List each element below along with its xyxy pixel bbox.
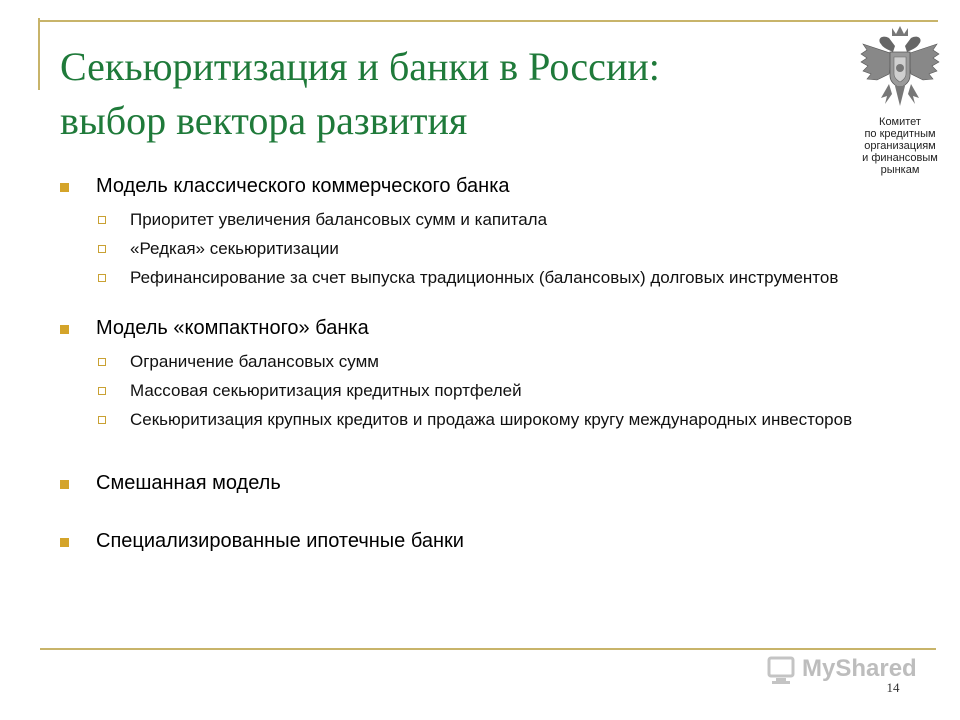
title-line-1: Секьюритизация и банки в России:: [60, 44, 660, 89]
hollow-square-bullet-icon: [98, 358, 106, 366]
sub-bullet-text: Секьюритизация крупных кредитов и продажа широкому кругу международных инвесторов: [130, 410, 853, 429]
slide-title: [60, 40, 840, 148]
square-bullet-icon: [60, 183, 69, 192]
page-number: 14: [886, 680, 900, 695]
sub-bullet-item: [60, 268, 880, 287]
sub-bullet-text: «Редкая» секьюритизации: [130, 239, 339, 258]
title-line-2: выбор вектора развития: [60, 98, 468, 143]
logo-caption-line: и финансовым: [862, 152, 938, 164]
bullet-item: [60, 316, 880, 340]
hollow-square-bullet-icon: [98, 216, 106, 224]
sub-bullet-text: Приоритет увеличения балансовых сумм и капитала: [130, 210, 548, 229]
hollow-square-bullet-icon: [98, 416, 106, 424]
logo-caption-line: рынкам: [880, 164, 920, 176]
logo-caption: [850, 116, 950, 176]
sub-bullet-text: Ограничение балансовых сумм: [130, 352, 379, 371]
logo-caption-line: Комитет: [879, 116, 921, 128]
computer-icon: [766, 655, 800, 685]
watermark: [766, 655, 936, 689]
bullet-item: [60, 529, 880, 553]
hollow-square-bullet-icon: [98, 245, 106, 253]
logo-caption-line: по кредитным: [864, 128, 936, 140]
bullet-text: Модель «компактного» банка: [96, 317, 369, 339]
sub-bullet-item: [60, 352, 880, 371]
bullet-text: Модель классического коммерческого банка: [96, 175, 510, 197]
sub-bullet-item: [60, 239, 880, 258]
watermark-text: MyShared: [802, 655, 917, 682]
logo-caption-line: организациям: [864, 140, 936, 152]
bullet-item: [60, 471, 880, 495]
square-bullet-icon: [60, 325, 69, 334]
frame-top-line: [38, 20, 938, 22]
footer-rule: [40, 648, 936, 650]
bullet-text: Специализированные ипотечные банки: [96, 530, 464, 552]
sub-bullet-text: Массовая секьюритизация кредитных портфелей: [130, 381, 522, 400]
committee-logo: [850, 24, 950, 182]
hollow-square-bullet-icon: [98, 274, 106, 282]
sub-bullet-item: [60, 210, 880, 229]
sub-bullet-text: Рефинансирование за счет выпуска традиционных (балансовых) долговых инструментов: [130, 268, 839, 287]
square-bullet-icon: [60, 538, 69, 547]
sub-bullet-item: [60, 381, 880, 400]
square-bullet-icon: [60, 480, 69, 489]
sub-bullet-item: [60, 410, 880, 429]
hollow-square-bullet-icon: [98, 387, 106, 395]
bullet-text: Смешанная модель: [96, 472, 281, 494]
bullet-list: [60, 170, 880, 553]
bullet-item: [60, 174, 880, 198]
double-headed-eagle-icon: [859, 24, 941, 114]
frame-vertical-line: [38, 18, 40, 90]
